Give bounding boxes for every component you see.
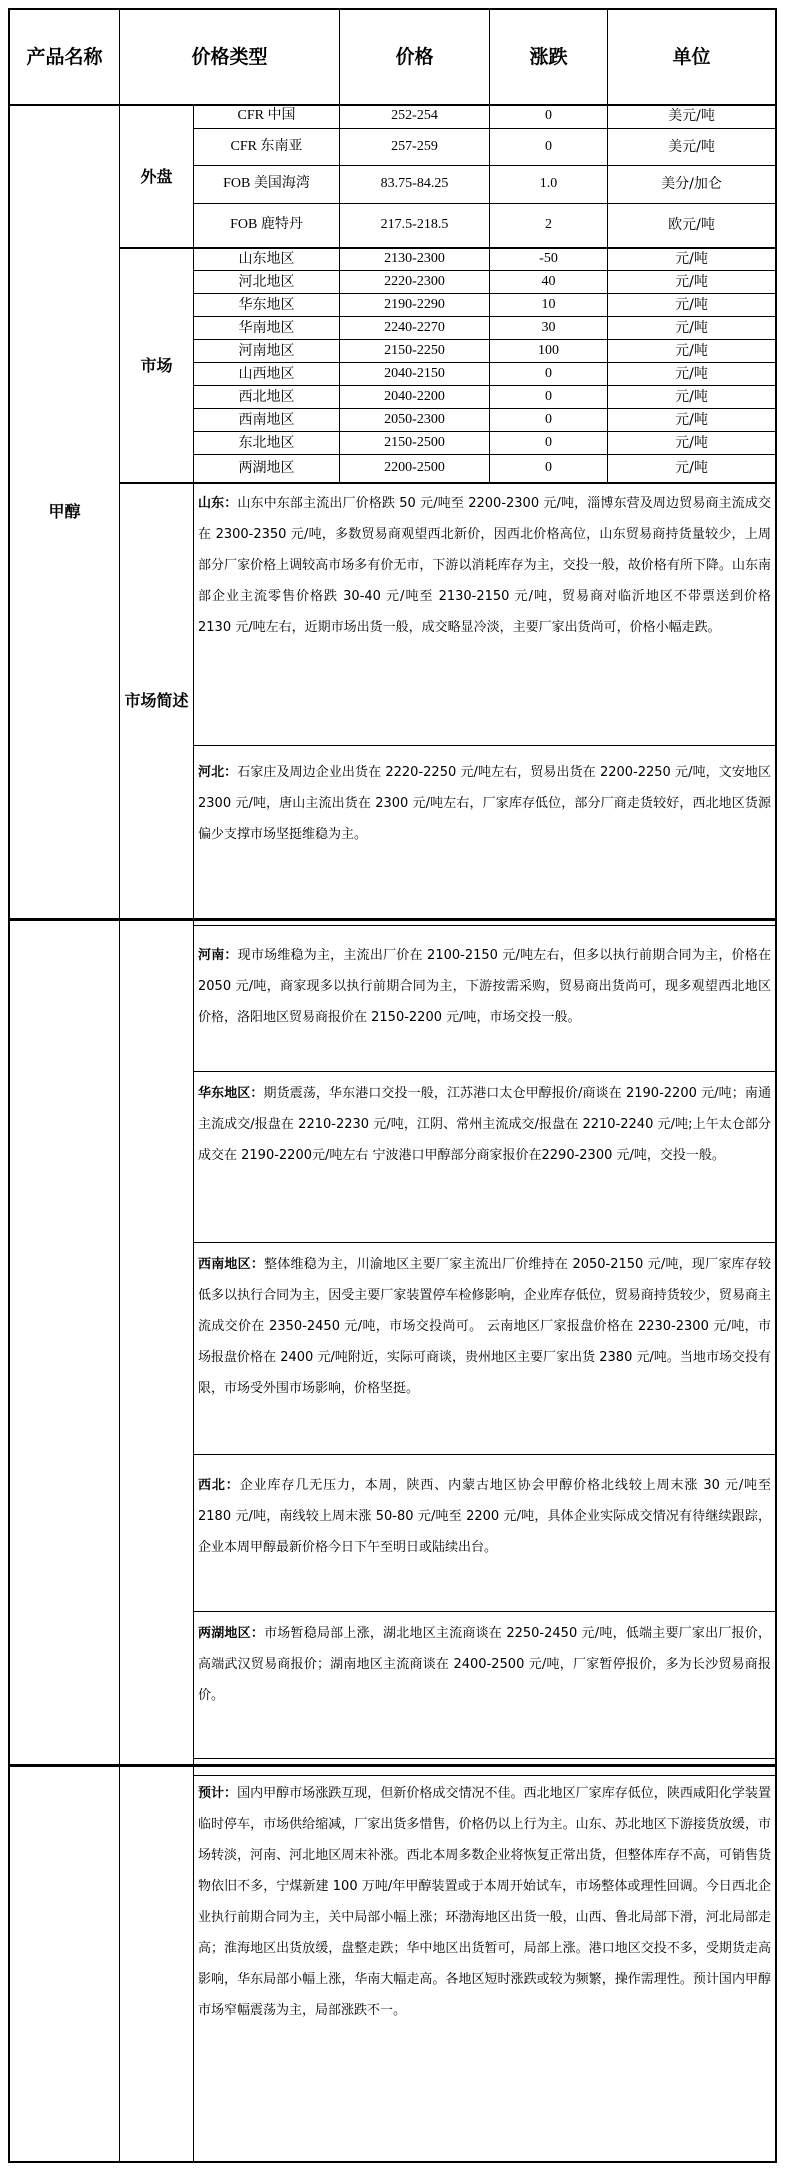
market-price: 2040-2200 — [384, 388, 445, 404]
group-summary-label: 市场简述 — [124, 691, 189, 711]
summary-text: 市场暂稳局部上涨，湖北地区主流商谈在 2250-2450 元/吨，低端主要厂家出厂报价，高端武汉贸易商报价；湖南地区主流商谈在 2400-2500 元/吨，厂家暂停报价，多为长沙贸易商报价。 — [198, 1626, 771, 1703]
overseas-type: CFR 东南亚 — [230, 138, 303, 154]
overseas-price: 257-259 — [391, 138, 438, 154]
market-type: 华南地区 — [238, 319, 295, 336]
grid-line — [193, 919, 194, 1764]
market-change: 30 — [541, 319, 556, 335]
group-overseas — [120, 106, 193, 247]
market-unit: 元/吨 — [675, 365, 708, 382]
summary-region: 山东： — [198, 496, 238, 511]
market-unit: 元/吨 — [675, 388, 708, 405]
table-border-right — [775, 1765, 777, 2161]
summary-region: 两湖地区： — [198, 1626, 265, 1641]
market-type: 山东地区 — [238, 250, 295, 267]
market-price: 2050-2300 — [384, 411, 445, 427]
summary-huadong — [198, 1078, 771, 1171]
market-change: 10 — [541, 296, 556, 312]
header-unit-label: 单位 — [672, 45, 711, 68]
market-change: -50 — [539, 250, 558, 266]
summary-region: 西北： — [198, 1478, 240, 1493]
summary-region: 河南： — [198, 948, 238, 963]
market-change: 0 — [545, 434, 552, 450]
market-type: 河南地区 — [238, 342, 295, 359]
market-type: 西南地区 — [238, 411, 295, 428]
market-price: 2130-2300 — [384, 250, 445, 266]
market-type: 西北地区 — [238, 388, 295, 405]
summary-text: 期货震荡，华东港口交投一般，江苏港口太仓甲醇报价/商谈在 2190-2200 元/吨；南通主流成交/报盘在 2210-2230 元/吨，江阴、常州主流成交/报盘在 2210-2240 元/吨;上午太仓部分成交在 2190-2200元/吨左右 宁波港口甲醇部分商家报价在2290-2300 元/吨，交投一般。 — [198, 1086, 771, 1163]
market-unit: 元/吨 — [675, 411, 708, 428]
header-price-label: 价格 — [395, 45, 434, 68]
grid-line — [193, 1454, 776, 1455]
header-price — [340, 10, 489, 104]
group-overseas-label: 外盘 — [140, 166, 173, 186]
market-change: 40 — [541, 273, 556, 289]
table-border-right — [775, 8, 777, 918]
grid-line — [119, 1765, 120, 2161]
overseas-type: FOB 鹿特丹 — [230, 217, 303, 233]
overseas-change: 0 — [545, 138, 552, 154]
overseas-unit: 美元/吨 — [668, 138, 715, 155]
overseas-type: FOB 美国海湾 — [223, 176, 310, 192]
market-price: 2190-2290 — [384, 296, 445, 312]
market-price: 2220-2300 — [384, 273, 445, 289]
summary-text: 石家庄及周边企业出货在 2220-2250 元/吨左右，贸易出货在 2200-2250 元/吨，文安地区 2300 元/吨，唐山主流出货在 2300 元/吨左右，厂家库存低位，部分厂商走货较好，西北地区货源偏少支撑市场坚挺维稳为主。 — [198, 765, 771, 842]
market-unit: 元/吨 — [675, 319, 708, 336]
summary-region: 华东地区： — [198, 1086, 264, 1101]
overseas-unit: 欧元/吨 — [668, 217, 715, 234]
overseas-change: 2 — [545, 217, 552, 233]
group-summary — [120, 484, 193, 918]
market-price: 2150-2250 — [384, 342, 445, 358]
market-type: 两湖地区 — [238, 460, 295, 477]
summary-text: 整体维稳为主，川渝地区主要厂家主流出厂价维持在 2050-2150 元/吨，现厂家库存较低多以执行合同为主，因受主要厂家装置停车检修影响，企业库存低位，贸易商持货较少，贸易商主流成交价在 2350-2450 元/吨，市场交投尚可。 云南地区厂家报盘价格在 2230-2300 元/吨，市场报盘价格在 2400 元/吨附近，实际可商谈，贵州地区主要厂家出货 2380 元/吨。当地市场交投有限，市场受外围市场影响，价格坚挺。 — [198, 1257, 771, 1396]
table-border-left — [8, 1765, 10, 2161]
grid-line — [119, 919, 120, 1764]
grid-line — [193, 925, 776, 926]
market-change: 0 — [545, 388, 552, 404]
market-change: 0 — [545, 365, 552, 381]
overseas-unit: 美元/吨 — [668, 108, 715, 125]
grid-line — [193, 1071, 776, 1072]
group-market — [120, 249, 193, 482]
header-product — [10, 10, 119, 104]
summary-text: 山东中东部主流出厂价格跌 50 元/吨至 2200-2300 元/吨，淄博东营及周边贸易商主流成交在 2300-2350 元/吨，多数贸易商观望西北新价，因西北价格高位，山东贸易商持货量较少，上周部分厂家价格上调较高市场多有价无市，下游以消耗库存为主，交投一般，故价格有所下降。山东南部企业主流零售价格跌 30-40 元/吨至 2130-2150 元/吨，贸易商对临沂地区不带票送到价格 2130 元/吨左右，近期市场出货一般，成交略显冷淡，主要厂家出货尚可，价格小幅走跌。 — [198, 496, 771, 635]
overseas-price: 252-254 — [391, 108, 438, 124]
forecast-label: 预计： — [198, 1786, 238, 1801]
market-change: 100 — [538, 342, 559, 358]
forecast-text: 国内甲醇市场涨跌互现，但新价格成交情况不佳。西北地区厂家库存低位，陕西咸阳化学装置临时停车，市场供给缩减，厂家出货多惜售，价格仍以上行为主。山东、苏北地区下游接货放缓，市场转淡，河南、河北地区周末补涨。西北本周多数企业将恢复正常出货，但整体库存不高，可销售货物依旧不多，宁煤新建 100 万吨/年甲醇装置或于本周开始试车，市场整体或理性回调。今日西北企业执行前期合同为主，关中局部小幅上涨；环渤海地区出货一般，山西、鲁北局部下滑，河北局部走高；淮海地区出货放缓，盘整走跌；华中地区出货暂可，局部上涨。港口地区交投不多，受期货走高影响，华东局部小幅上涨，华南大幅走高。各地区短时涨跌或较为频繁，操作需理性。预计国内甲醇市场窄幅震荡为主，局部涨跌不一。 — [198, 1786, 771, 2018]
summary-henan — [198, 940, 771, 1033]
header-price-type — [120, 10, 339, 104]
forecast — [198, 1778, 771, 2026]
overseas-unit: 美分/加仑 — [661, 176, 722, 193]
summary-shandong — [198, 488, 771, 643]
table-border-right — [775, 919, 777, 1764]
market-type: 华东地区 — [238, 296, 295, 313]
market-price: 2200-2500 — [384, 460, 445, 476]
market-unit: 元/吨 — [675, 273, 708, 290]
market-unit: 元/吨 — [675, 296, 708, 313]
market-price: 2040-2150 — [384, 365, 445, 381]
market-change: 0 — [545, 411, 552, 427]
overseas-price: 83.75-84.25 — [380, 176, 449, 192]
grid-line — [193, 1758, 776, 1759]
header-unit — [608, 10, 775, 104]
market-type: 河北地区 — [238, 273, 295, 290]
grid-line — [193, 745, 776, 746]
market-price: 2240-2270 — [384, 319, 445, 335]
overseas-change: 0 — [545, 108, 552, 124]
group-market-label: 市场 — [140, 355, 173, 375]
product-name — [10, 106, 119, 918]
grid-line — [193, 1611, 776, 1612]
market-type: 东北地区 — [238, 434, 295, 451]
table-border-top — [8, 919, 777, 921]
overseas-price: 217.5-218.5 — [380, 217, 449, 233]
group-divider — [119, 482, 777, 484]
market-unit: 元/吨 — [675, 460, 708, 477]
market-change: 0 — [545, 460, 552, 476]
summary-region: 河北： — [198, 765, 238, 780]
grid-line — [193, 1242, 776, 1243]
table-border-top — [8, 1765, 777, 1767]
table-border-left — [8, 919, 10, 1764]
product-name-label: 甲醇 — [48, 502, 81, 522]
market-unit: 元/吨 — [675, 250, 708, 267]
header-product-label: 产品名称 — [26, 46, 103, 68]
header-price-type-label: 价格类型 — [191, 45, 268, 68]
summary-text: 现市场维稳为主，主流出厂价在 2100-2150 元/吨左右，但多以执行前期合同为主，价格在 2050 元/吨，商家现多以执行前期合同为主，下游按需采购，贸易商出货尚可，现多观望西北地区价格，洛阳地区贸易商报价在 2150-2200 元/吨，市场交投一般。 — [198, 948, 771, 1025]
summary-hebei — [198, 757, 771, 850]
grid-line — [193, 1765, 194, 2161]
summary-lianghu — [198, 1618, 771, 1711]
header-change — [490, 10, 607, 104]
summary-xibei — [198, 1470, 771, 1563]
market-price: 2150-2500 — [384, 434, 445, 450]
header-change-label: 涨跌 — [529, 45, 568, 68]
market-type: 山西地区 — [238, 365, 295, 382]
summary-xinan — [198, 1249, 771, 1404]
grid-line — [193, 1775, 776, 1776]
overseas-type: CFR 中国 — [237, 108, 296, 124]
summary-region: 西南地区： — [198, 1257, 265, 1272]
market-unit: 元/吨 — [675, 434, 708, 451]
summary-text: 企业库存几无压力，本周，陕西、内蒙古地区协会甲醇价格北线较上周末涨 30 元/吨至 2180 元/吨，南线较上周末涨 50-80 元/吨至 2200 元/吨，具体企业实际成交情况有待继续跟踪，企业本周甲醇最新价格今日下午至明日或陆续出台。 — [198, 1478, 771, 1555]
table-border-bottom — [8, 2161, 777, 2163]
market-unit: 元/吨 — [675, 342, 708, 359]
overseas-change: 1.0 — [539, 176, 558, 192]
